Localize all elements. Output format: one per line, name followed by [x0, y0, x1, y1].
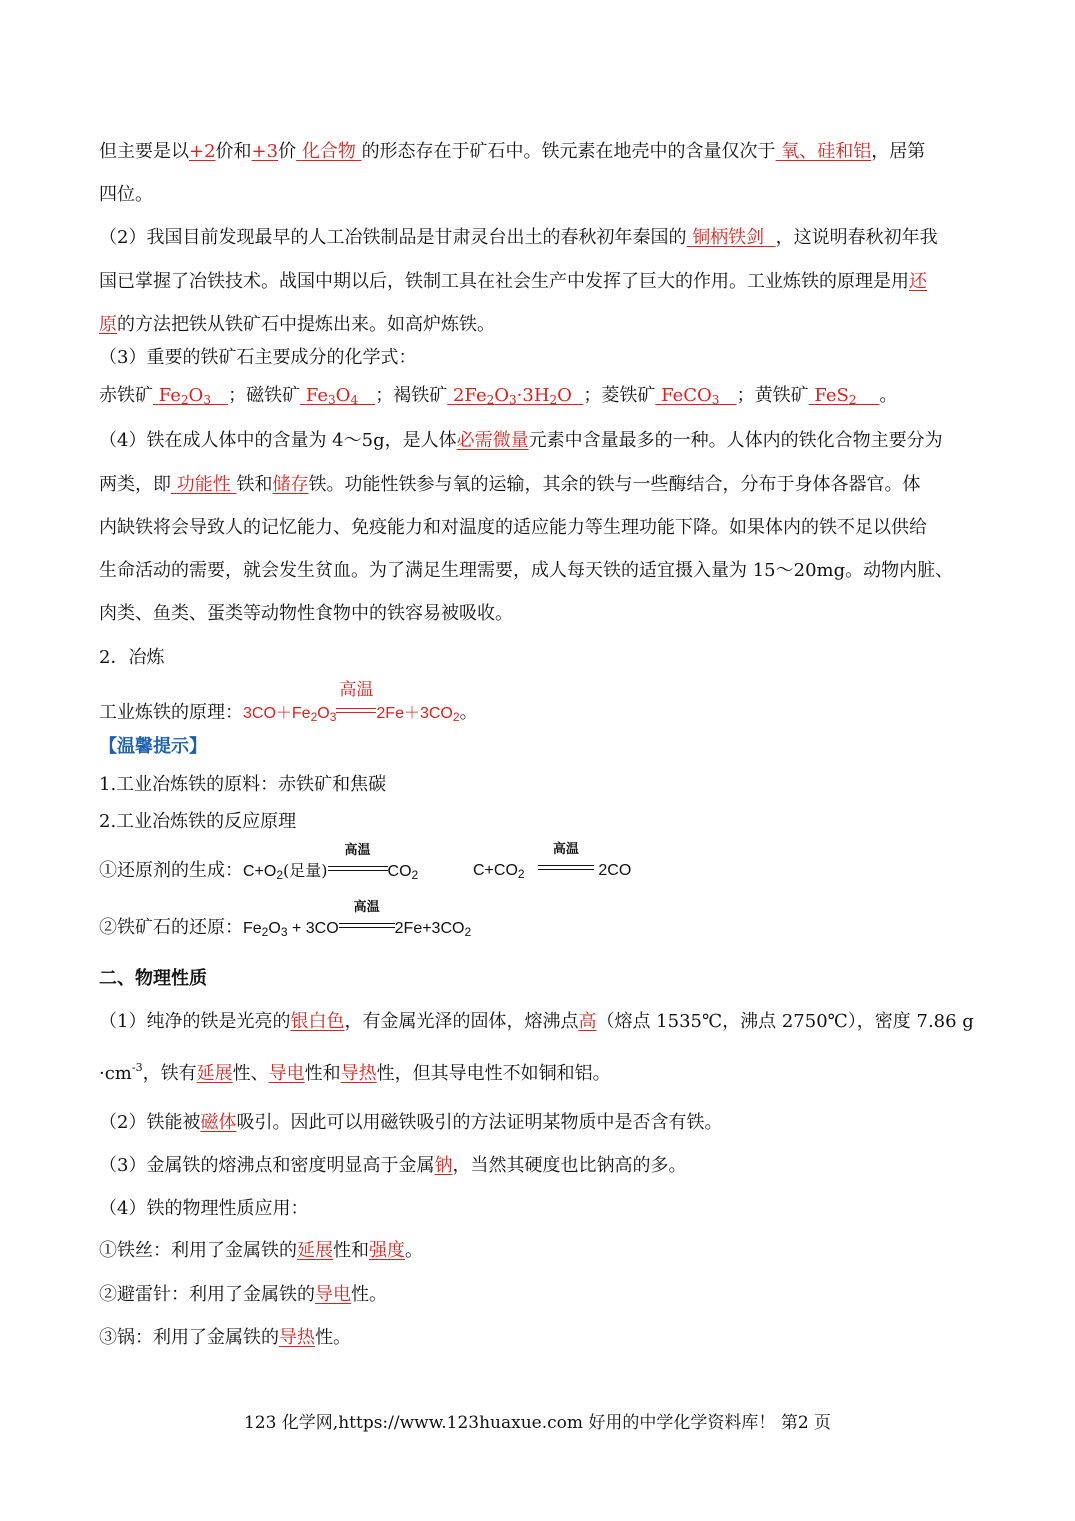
paragraph-line: （4）铁在成人体中的含量为 4～5g，是人体必需微量元素中含量最多的一种。人体内的铁化合物主要分为 — [99, 430, 943, 451]
paragraph-line: （1）纯净的铁是光亮的银白色，有金属光泽的固体，熔沸点高（熔点 1535℃，沸点 2750℃），密度 7.86 g — [99, 1011, 974, 1032]
paragraph-line: （3）重要的铁矿石主要成分的化学式： — [99, 347, 417, 368]
answer-blank: 延展 — [297, 1240, 333, 1261]
answer-blank: 强度 — [369, 1240, 405, 1261]
tip-line: 1.工业冶炼铁的原料：赤铁矿和焦碳 — [99, 774, 387, 795]
paragraph-line: ①铁丝：利用了金属铁的延展性和强度。 — [99, 1240, 423, 1261]
paragraph-line: 原的方法把铁从铁矿石中提炼出来。如高炉炼铁。 — [99, 314, 495, 335]
paragraph-line: 四位。 — [99, 184, 153, 205]
paragraph-line: ③锅：利用了金属铁的导热性。 — [99, 1327, 351, 1348]
answer-blank: 还 — [909, 271, 927, 292]
reaction-condition: 高温 — [328, 859, 388, 885]
answer-blank: 银白色 — [290, 1011, 345, 1032]
section-heading: 二、物理性质 — [99, 968, 207, 989]
answer-blank: 功能性 — [176, 474, 231, 495]
paragraph-line: 两类，即 功能性 铁和储存铁。功能性铁参与氧的运输，其余的铁与一些酶结合，分布于身体各器官。体 — [99, 474, 921, 495]
paragraph-line: 肉类、鱼类、蛋类等动物性食物中的铁容易被吸收。 — [99, 603, 513, 624]
answer-blank: 导电 — [268, 1063, 305, 1084]
formula-line: 赤铁矿 $Fe_2O_3$ ；磁铁矿 $Fe_3O_4$ ；褐铁矿 $2Fe_2O_3\cdot 3H_2O$ ；菱铁矿 FeCO$_3$ ；黄铁矿 FeS$_2$ 。 — [99, 385, 898, 407]
paragraph-line: ②避雷针：利用了金属铁的导电性。 — [99, 1284, 387, 1305]
reaction-condition: 高温 — [538, 858, 594, 884]
answer-blank: $Fe_2O_3$ — [158, 385, 211, 407]
section-heading: 2．冶炼 — [99, 647, 165, 668]
answer-blank: 高 — [578, 1011, 597, 1032]
paragraph-line: $\cdot cm^{-3}$，铁有延展性、导电性和导热性，但其导电性不如铜和铝。 — [99, 1061, 611, 1084]
answer-blank: 储存 — [272, 474, 309, 495]
answer-blank: 磁体 — [200, 1112, 237, 1133]
answer-blank: 延展 — [196, 1063, 233, 1084]
tip-heading: 【温馨提示】 — [99, 736, 207, 757]
answer-blank: +2 — [189, 141, 216, 162]
answer-blank: 必需微量 — [456, 430, 529, 451]
tip-line: 2.工业冶炼铁的反应原理 — [99, 811, 297, 832]
answer-blank: 氧、硅和铝 — [781, 141, 872, 162]
paragraph-line: （2）我国目前发现最早的人工冶铁制品是甘肃灵台出土的春秋初年秦国的 铜柄铁剑 ，这说明春秋初年我 — [99, 227, 938, 248]
answer-blank: FeS$_2$ — [814, 385, 857, 407]
answer-blank: 导热 — [279, 1327, 315, 1348]
equation-line: 工业炼铁的原理：$3CO+Fe_2O_3$ 高温 $2Fe+3CO_2$。 — [99, 700, 478, 727]
reaction-equation: $3CO+Fe_2O_3$ 高温 $2Fe+3CO_2$ — [243, 705, 460, 722]
answer-blank: $Fe_3O_4$ — [305, 385, 359, 407]
paragraph-line: （3）金属铁的熔沸点和密度明显高于金属钠，当然其硬度也比钠高的多。 — [99, 1155, 687, 1176]
answer-blank: 化合物 — [301, 141, 356, 162]
paragraph-line: （4）铁的物理性质应用： — [99, 1198, 309, 1219]
page-footer: 123 化学网,https://www.123huaxue.com 好用的中学化学资料库！ 第2 页 — [243, 1413, 832, 1433]
paragraph-line: 国已掌握了冶铁技术。战国中期以后，铁制工具在社会生产中发挥了巨大的作用。工业炼铁的原理是用还 — [99, 271, 927, 292]
answer-blank: 原 — [99, 314, 117, 335]
answer-blank: 导电 — [315, 1284, 351, 1305]
answer-blank: $2Fe_2O_3\cdot 3H_2O$ — [452, 385, 572, 407]
reaction-condition: 高温 — [336, 701, 376, 727]
answer-blank: FeCO$_3$ — [661, 385, 720, 407]
reaction-condition: 高温 — [339, 916, 395, 942]
answer-blank: 钠 — [434, 1155, 453, 1176]
equation-line: ①还原剂的生成：$C+O_2$(足量) 高温 $CO_2$ $C+CO_2$ 高温 2CO — [99, 858, 418, 885]
paragraph-line: 内缺铁将会导致人的记忆能力、免疫能力和对温度的适应能力等生理功能下降。如果体内的铁不足以供给 — [99, 517, 927, 538]
paragraph-line: 但主要是以+2价和+3价 化合物 的形态存在于矿石中。铁元素在地壳中的含量仅次于 氧、硅和铝，居第 — [99, 141, 926, 162]
paragraph-line: （2）铁能被磁体吸引。因此可以用磁铁吸引的方法证明某物质中是否含有铁。 — [99, 1112, 723, 1133]
answer-blank: +3 — [251, 141, 279, 162]
equation-line: ②铁矿石的还原：$Fe_2O_3 + 3CO$ 高温 $2Fe+3CO_2$ — [99, 915, 471, 942]
answer-blank: 铜柄铁剑 — [692, 227, 765, 248]
answer-blank: 导热 — [340, 1063, 377, 1084]
paragraph-line: 生命活动的需要，就会发生贫血。为了满足生理需要，成人每天铁的适宜摄入量为 15～20mg。动物内脏、 — [99, 560, 954, 581]
